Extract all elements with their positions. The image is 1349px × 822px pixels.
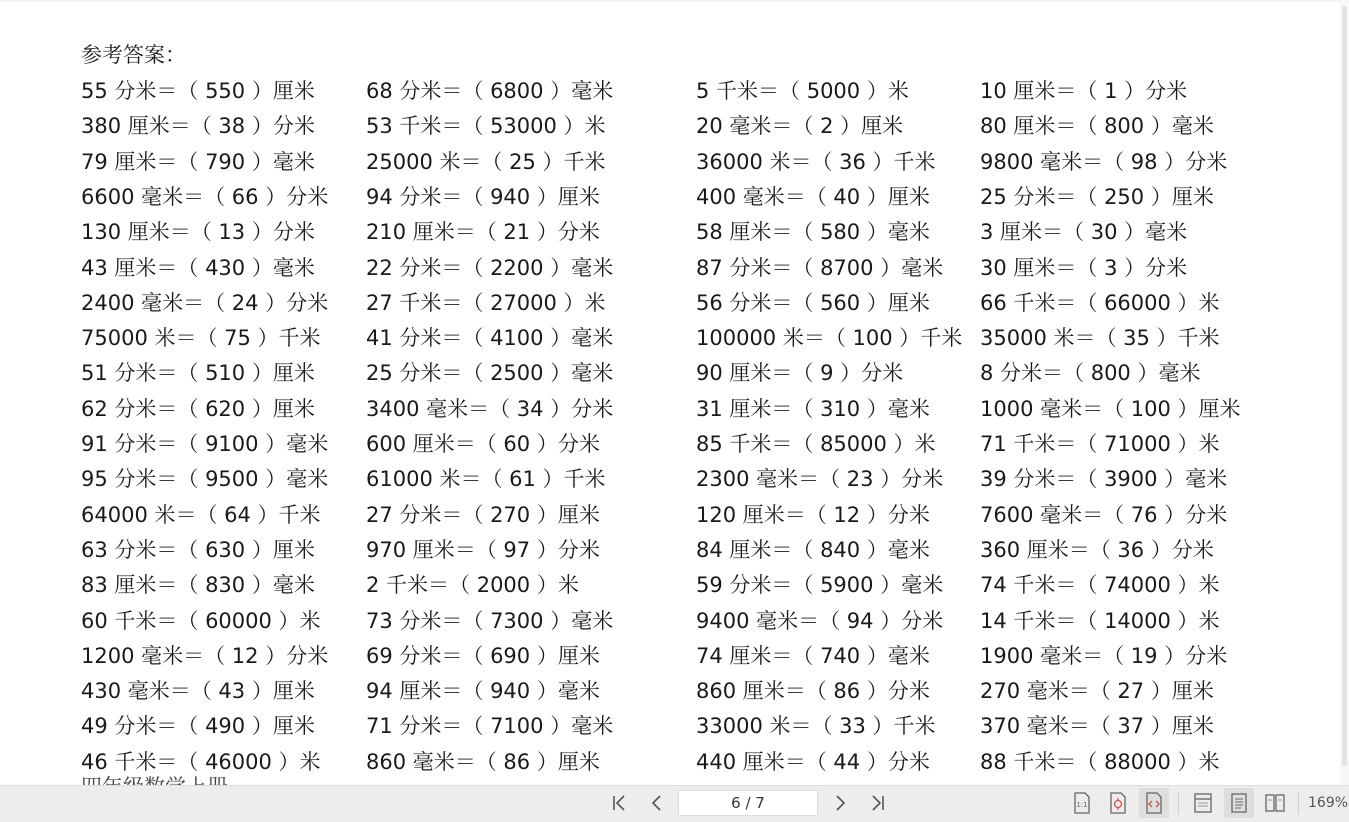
conversion-problem: 1200 毫米＝（ 12 ）分米 bbox=[81, 643, 329, 668]
conversion-problem: 90 厘米＝（ 9 ）分米 bbox=[696, 361, 904, 386]
conversion-problem: 380 厘米＝（ 38 ）分米 bbox=[81, 114, 315, 139]
conversion-problem: 6600 毫米＝（ 66 ）分米 bbox=[81, 184, 329, 209]
scrollbar-thumb[interactable] bbox=[1342, 6, 1347, 766]
conversion-problem: 41 分米＝（ 4100 ）毫米 bbox=[366, 326, 614, 351]
conversion-problem: 46 千米＝（ 46000 ）米 bbox=[81, 749, 321, 774]
answer-heading: 参考答案： bbox=[81, 43, 186, 67]
conversion-problem: 80 厘米＝（ 800 ）毫米 bbox=[980, 114, 1214, 139]
previous-page-button[interactable] bbox=[644, 790, 670, 816]
continuous-view-button[interactable] bbox=[1224, 788, 1254, 818]
conversion-problem: 63 分米＝（ 630 ）厘米 bbox=[81, 537, 315, 562]
conversion-problem: 3400 毫米＝（ 34 ）分米 bbox=[366, 396, 614, 421]
conversion-problem: 94 分米＝（ 940 ）厘米 bbox=[366, 184, 600, 209]
conversion-problem: 370 毫米＝（ 37 ）厘米 bbox=[980, 714, 1214, 739]
conversion-problem: 14 千米＝（ 14000 ）米 bbox=[980, 608, 1220, 633]
conversion-problem: 62 分米＝（ 620 ）厘米 bbox=[81, 396, 315, 421]
conversion-problem: 68 分米＝（ 6800 ）毫米 bbox=[366, 79, 614, 103]
conversion-problem: 25 分米＝（ 250 ）厘米 bbox=[980, 184, 1214, 209]
conversion-problem: 56 分米＝（ 560 ）厘米 bbox=[696, 290, 930, 315]
svg-text:1:1: 1:1 bbox=[1076, 801, 1088, 809]
conversion-problem: 91 分米＝（ 9100 ）毫米 bbox=[81, 432, 329, 456]
conversion-problem: 2300 毫米＝（ 23 ）分米 bbox=[696, 467, 944, 492]
conversion-problem: 85 千米＝（ 85000 ）米 bbox=[696, 432, 936, 456]
conversion-problem: 66 千米＝（ 66000 ）米 bbox=[980, 290, 1220, 315]
actual-size-icon bbox=[1072, 792, 1092, 814]
conversion-problem: 55 分米＝（ 550 ）厘米 bbox=[81, 79, 315, 103]
last-page-button[interactable] bbox=[864, 790, 890, 816]
continuous-page-icon bbox=[1228, 792, 1250, 814]
conversion-problem: 25000 米＝（ 25 ）千米 bbox=[366, 149, 606, 174]
actual-size-button[interactable] bbox=[1067, 788, 1097, 818]
conversion-problem: 430 毫米＝（ 43 ）厘米 bbox=[81, 679, 315, 704]
toolbar-divider bbox=[1178, 792, 1179, 814]
conversion-problem: 130 厘米＝（ 13 ）分米 bbox=[81, 220, 315, 245]
conversion-problem: 970 厘米＝（ 97 ）分米 bbox=[366, 537, 600, 562]
conversion-problem: 360 厘米＝（ 36 ）分米 bbox=[980, 537, 1214, 562]
conversion-problem: 43 厘米＝（ 430 ）毫米 bbox=[81, 255, 315, 280]
chevron-right-icon bbox=[830, 793, 850, 813]
conversion-problem: 79 厘米＝（ 790 ）毫米 bbox=[81, 149, 315, 174]
two-page-icon bbox=[1264, 792, 1286, 814]
conversion-problem: 61000 米＝（ 61 ）千米 bbox=[366, 467, 606, 492]
conversion-problem: 30 厘米＝（ 3 ）分米 bbox=[980, 255, 1188, 280]
first-page-button[interactable] bbox=[607, 790, 633, 816]
last-page-icon bbox=[867, 793, 887, 813]
conversion-problem: 94 厘米＝（ 940 ）毫米 bbox=[366, 679, 600, 704]
conversion-problem: 270 毫米＝（ 27 ）厘米 bbox=[980, 679, 1214, 704]
conversion-problem: 8 分米＝（ 800 ）毫米 bbox=[980, 361, 1201, 386]
conversion-problem: 100000 米＝（ 100 ）千米 bbox=[696, 326, 963, 351]
conversion-problem: 22 分米＝（ 2200 ）毫米 bbox=[366, 255, 614, 280]
conversion-problem: 860 毫米＝（ 86 ）厘米 bbox=[366, 749, 600, 774]
two-page-view-button[interactable] bbox=[1260, 788, 1290, 818]
conversion-problem: 58 厘米＝（ 580 ）毫米 bbox=[696, 220, 930, 245]
conversion-problem: 7600 毫米＝（ 76 ）分米 bbox=[980, 502, 1228, 527]
conversion-problem: 73 分米＝（ 7300 ）毫米 bbox=[366, 608, 614, 633]
conversion-problem: 51 分米＝（ 510 ）厘米 bbox=[81, 361, 315, 386]
conversion-problem: 31 厘米＝（ 310 ）毫米 bbox=[696, 396, 930, 421]
conversion-problem: 2400 毫米＝（ 24 ）分米 bbox=[81, 290, 329, 315]
conversion-problem: 71 分米＝（ 7100 ）毫米 bbox=[366, 714, 614, 739]
conversion-problem: 88 千米＝（ 88000 ）米 bbox=[980, 749, 1220, 774]
conversion-problem: 35000 米＝（ 35 ）千米 bbox=[980, 326, 1220, 351]
fit-width-button[interactable] bbox=[1139, 788, 1169, 818]
conversion-problem: 53 千米＝（ 53000 ）米 bbox=[366, 114, 606, 139]
conversion-problem: 9800 毫米＝（ 98 ）分米 bbox=[980, 149, 1228, 174]
conversion-problem: 1900 毫米＝（ 19 ）分米 bbox=[980, 643, 1228, 668]
conversion-problem: 39 分米＝（ 3900 ）毫米 bbox=[980, 467, 1228, 492]
conversion-problem: 59 分米＝（ 5900 ）毫米 bbox=[696, 573, 944, 598]
conversion-problem: 87 分米＝（ 8700 ）毫米 bbox=[696, 255, 944, 280]
conversion-problem: 600 厘米＝（ 60 ）分米 bbox=[366, 432, 600, 456]
conversion-problem: 10 厘米＝（ 1 ）分米 bbox=[980, 79, 1188, 103]
conversion-problem: 20 毫米＝（ 2 ）厘米 bbox=[696, 114, 904, 139]
conversion-problem: 1000 毫米＝（ 100 ）厘米 bbox=[980, 396, 1241, 421]
first-page-icon bbox=[610, 793, 630, 813]
chevron-left-icon bbox=[647, 793, 667, 813]
fit-width-icon bbox=[1144, 792, 1164, 814]
conversion-problem: 36000 米＝（ 36 ）千米 bbox=[696, 149, 936, 174]
conversion-problem: 210 厘米＝（ 21 ）分米 bbox=[366, 220, 600, 245]
conversion-problem: 60 千米＝（ 60000 ）米 bbox=[81, 608, 321, 633]
conversion-problem: 860 厘米＝（ 86 ）分米 bbox=[696, 679, 930, 704]
conversion-problem: 95 分米＝（ 9500 ）毫米 bbox=[81, 467, 329, 492]
conversion-problem: 5 千米＝（ 5000 ）米 bbox=[696, 79, 909, 103]
conversion-problem: 400 毫米＝（ 40 ）厘米 bbox=[696, 184, 930, 209]
conversion-problem: 120 厘米＝（ 12 ）分米 bbox=[696, 502, 930, 527]
conversion-problem: 71 千米＝（ 71000 ）米 bbox=[980, 432, 1220, 456]
conversion-problem: 74 千米＝（ 74000 ）米 bbox=[980, 573, 1220, 598]
conversion-problem: 69 分米＝（ 690 ）厘米 bbox=[366, 643, 600, 668]
conversion-problem: 25 分米＝（ 2500 ）毫米 bbox=[366, 361, 614, 386]
conversion-problem: 64000 米＝（ 64 ）千米 bbox=[81, 502, 321, 527]
single-page-view-button[interactable] bbox=[1188, 788, 1218, 818]
fit-page-icon bbox=[1108, 792, 1128, 814]
conversion-problem: 2 千米＝（ 2000 ）米 bbox=[366, 573, 579, 598]
conversion-problem-grid bbox=[0, 73, 1340, 787]
conversion-problem: 49 分米＝（ 490 ）厘米 bbox=[81, 714, 315, 739]
conversion-problem: 33000 米＝（ 33 ）千米 bbox=[696, 714, 936, 739]
conversion-problem: 84 厘米＝（ 840 ）毫米 bbox=[696, 537, 930, 562]
conversion-problem: 74 厘米＝（ 740 ）毫米 bbox=[696, 643, 930, 668]
conversion-problem: 3 厘米＝（ 30 ）毫米 bbox=[980, 220, 1188, 245]
conversion-problem: 27 分米＝（ 270 ）厘米 bbox=[366, 502, 600, 527]
conversion-problem: 75000 米＝（ 75 ）千米 bbox=[81, 326, 321, 351]
conversion-problem: 27 千米＝（ 27000 ）米 bbox=[366, 290, 606, 315]
page-number-input[interactable]: 6 / 7 bbox=[678, 790, 818, 816]
conversion-problem: 440 厘米＝（ 44 ）分米 bbox=[696, 749, 930, 774]
single-page-icon bbox=[1192, 792, 1214, 814]
conversion-problem: 83 厘米＝（ 830 ）毫米 bbox=[81, 573, 315, 598]
conversion-problem: 9400 毫米＝（ 94 ）分米 bbox=[696, 608, 944, 633]
toolbar-divider bbox=[1298, 792, 1299, 814]
zoom-level: 169% bbox=[1308, 795, 1349, 811]
next-page-button[interactable] bbox=[827, 790, 853, 816]
fit-page-button[interactable] bbox=[1103, 788, 1133, 818]
